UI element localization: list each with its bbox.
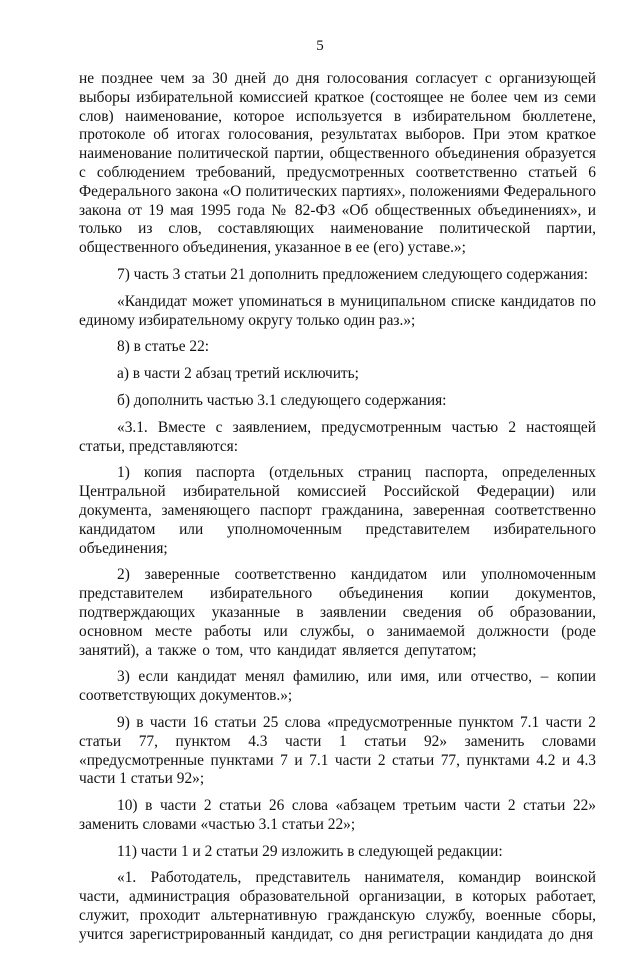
paragraph-continuation: не позднее чем за 30 дней до дня голосования согласует с организующей выборы избирательной комиссией краткое (состоящее не более чем из семи слов) наименование, которое используется в избирательном бюллетене, протоколе об итогах голосования, результатах выборов. При этом краткое наименование политической партии, общественного объединения образуется с соблюдением требований, предусмотренных соответственно статьей 6 Федерального закона «О политических партиях», положениями Федерального закона от 19 мая 1995 года № 82-ФЗ «Об общественных объединениях», и только из слов, составляющих наименование политической партии, общественного объединения, указанное в ее (его) уставе.»; bbox=[79, 70, 596, 257]
document-body bbox=[79, 70, 596, 953]
paragraph-item-8b: б) дополнить частью 3.1 следующего содержания: bbox=[117, 391, 447, 409]
paragraph-item-7: 7) часть 3 статьи 21 дополнить предложением следующего содержания: bbox=[117, 265, 589, 283]
paragraph-item-8a: а) в части 2 абзац третий исключить; bbox=[117, 365, 359, 383]
paragraph-subitem-3: 3) если кандидат менял фамилию, или имя, или отчество, – копии соответствующих документов.»; bbox=[79, 668, 596, 705]
paragraph-quote-candidate: «Кандидат может упоминаться в муниципальном списке кандидатов по единому избирательному округу только один раз.»; bbox=[79, 292, 596, 329]
paragraph-item-11: 11) части 1 и 2 статьи 29 изложить в следующей редакции: bbox=[117, 842, 503, 860]
paragraph-item-10: 10) в части 2 статьи 26 слова «абзацем третьим части 2 статьи 22» заменить словами «частью 3.1 статьи 22»; bbox=[79, 797, 596, 833]
page-number: 5 bbox=[316, 38, 324, 54]
paragraph-item-8: 8) в статье 22: bbox=[117, 338, 210, 356]
paragraph-subitem-1: 1) копия паспорта (отдельных страниц паспорта, определенных Центральной избирательной комиссией Российской Федерации) или документа, заменяющего паспорт гражданина, заверенная соответственно кандидатом или уполномоченным представителем избирательного объединения; bbox=[79, 464, 596, 557]
paragraph-part-3-1: «3.1. Вместе с заявлением, предусмотренным частью 2 настоящей статьи, представляются: bbox=[79, 418, 596, 455]
paragraph-subitem-2: 2) заверенные соответственно кандидатом или уполномоченным представителем избирательного объединения копии документов, подтверждающих указанные в заявлении сведения об образовании, основном месте работы или службы, о занимаемой должности (роде занятий), а также о том, что кандидат является депутатом; bbox=[79, 566, 596, 659]
paragraph-item-9: 9) в части 16 статьи 25 слова «предусмотренные пунктом 7.1 части 2 статьи 77, пунктом 4.3 части 1 статьи 92» заменить словами «предусмотренные пунктами 7 и 7.1 части 2 статьи 77, пунктами 4.2 и 4.3 части 1 статьи 92»; bbox=[79, 713, 596, 788]
paragraph-quote-employer: «1. Работодатель, представитель нанимателя, командир воинской части, администрация образовательной организации, в которых работает, служит, проходит альтернативную гражданскую службу, военные сборы, учится зарегистрированный кандидат, со дня регистрации кандидата до дня bbox=[79, 869, 596, 943]
